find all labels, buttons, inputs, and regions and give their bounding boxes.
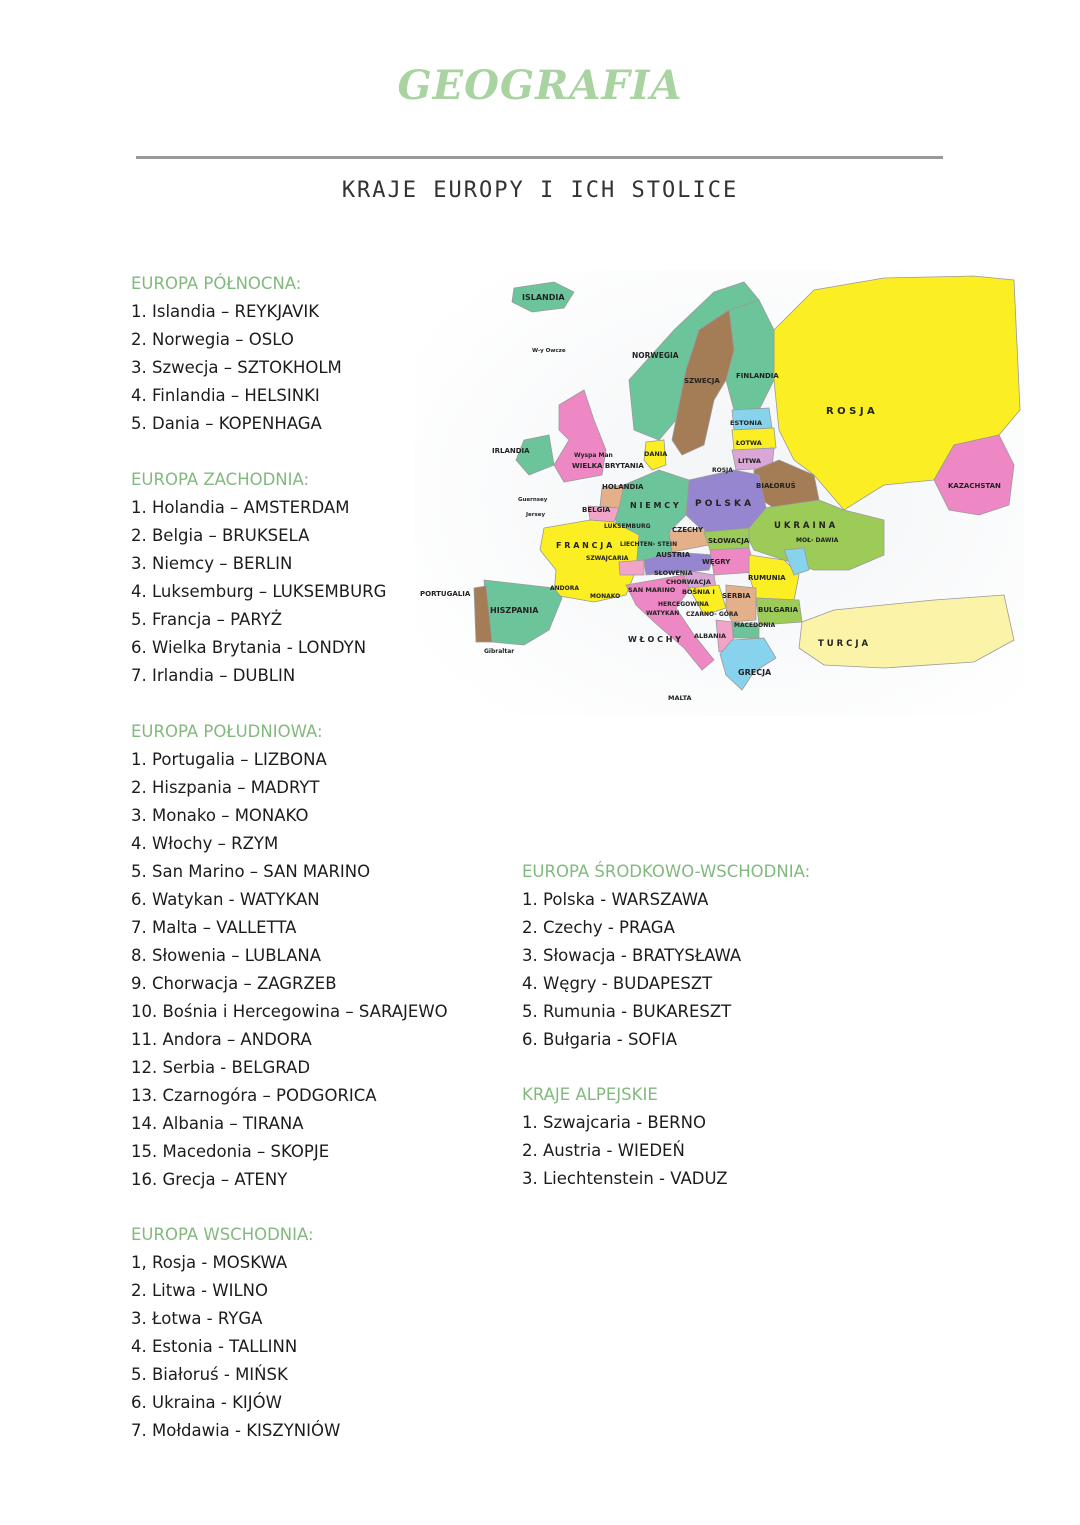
map-label: SŁOWENIA bbox=[654, 569, 693, 577]
map-label: AUSTRIA bbox=[656, 551, 691, 559]
list-item: 16. Grecja – ATENY bbox=[131, 1170, 288, 1189]
list-item: 1. Islandia – REYKJAVIK bbox=[131, 302, 320, 321]
map-label: LUKSEMBURG bbox=[604, 523, 651, 530]
map-label: SERBIA bbox=[722, 592, 751, 600]
map-label: KAZACHSTAN bbox=[948, 482, 1001, 490]
map-label: SAN MARINO bbox=[628, 586, 676, 594]
section-east-europe bbox=[131, 1221, 340, 1445]
list-item: 3. Monako – MONAKO bbox=[131, 806, 309, 825]
section-alpine-countries bbox=[522, 1081, 728, 1193]
map-label: ROSJA bbox=[712, 467, 733, 474]
europe-map bbox=[414, 270, 1024, 716]
list-item: 2. Belgia – BRUKSELA bbox=[131, 526, 310, 545]
list-item: 6. Ukraina - KIJÓW bbox=[131, 1393, 282, 1412]
map-label: R O S J A bbox=[826, 406, 875, 417]
map-label: Guernsey bbox=[518, 497, 548, 503]
list-item: 1. Polska - WARSZAWA bbox=[522, 890, 709, 909]
map-label: BULGARIA bbox=[758, 606, 799, 614]
list-item: 2. Hiszpania – MADRYT bbox=[131, 778, 320, 797]
map-label: WATYKAN bbox=[646, 610, 680, 617]
list-item: 2. Czechy - PRAGA bbox=[522, 918, 675, 937]
map-label: P O L S K A bbox=[695, 499, 752, 509]
list-item: 3. Słowacja - BRATYSŁAWA bbox=[522, 946, 742, 965]
map-label: ISLANDIA bbox=[522, 293, 565, 302]
map-label: CZECHY bbox=[672, 526, 704, 534]
list-item: 3. Liechtenstein - VADUZ bbox=[522, 1169, 728, 1188]
map-label: SZWECJA bbox=[684, 377, 720, 385]
country-list bbox=[131, 1249, 340, 1445]
europe-map-graphic bbox=[414, 270, 1024, 716]
map-label: WIELKA BRYTANIA bbox=[572, 462, 644, 470]
map-label: WĘGRY bbox=[702, 558, 731, 566]
map-label: HERCEGOWINA bbox=[658, 601, 709, 608]
map-label: ANDORA bbox=[550, 585, 580, 592]
map-label: ŁOTWA bbox=[736, 439, 762, 447]
list-item: 3. Łotwa - RYGA bbox=[131, 1309, 263, 1328]
list-item: 2. Austria - WIEDEŃ bbox=[522, 1141, 685, 1160]
list-item: 5. Białoruś - MIŃSK bbox=[131, 1365, 288, 1384]
section-north-europe bbox=[131, 270, 342, 438]
map-label: PORTUGALIA bbox=[420, 590, 471, 598]
map-label: W Ł O C H Y bbox=[628, 635, 682, 644]
map-label: ALBANIA bbox=[694, 632, 727, 640]
section-heading: KRAJE ALPEJSKIE bbox=[522, 1085, 658, 1104]
page-title: GEOGRAFIA bbox=[397, 62, 683, 109]
list-item: 1. Holandia – AMSTERDAM bbox=[131, 498, 350, 517]
list-item: 5. Francja – PARYŻ bbox=[131, 610, 283, 629]
map-label: BIAŁORUŚ bbox=[756, 482, 796, 490]
list-item: 10. Bośnia i Hercegowina – SARAJEWO bbox=[131, 1002, 448, 1021]
list-item: 4. Finlandia – HELSINKI bbox=[131, 386, 320, 405]
map-label: MOŁ- DAWIA bbox=[796, 537, 839, 544]
map-label: Gibraltar bbox=[484, 648, 515, 655]
map-label: MACEDONIA bbox=[734, 622, 776, 629]
list-item: 4. Luksemburg – LUKSEMBURG bbox=[131, 582, 387, 601]
map-label: MALTA bbox=[668, 694, 692, 702]
map-region-szwajcaria bbox=[619, 560, 644, 575]
list-item: 4. Włochy – RZYM bbox=[131, 834, 279, 853]
map-label: BELGIA bbox=[582, 506, 611, 514]
map-label: SŁOWACJA bbox=[708, 537, 750, 545]
map-label: CHORWACJA bbox=[666, 578, 711, 586]
map-label: U K R A I N A bbox=[774, 521, 836, 531]
section-central-east-europe bbox=[522, 858, 810, 1054]
list-item: 7. Mołdawia - KISZYNIÓW bbox=[131, 1421, 341, 1440]
list-item: 1, Rosja - MOSKWA bbox=[131, 1253, 288, 1272]
list-item: 1. Portugalia – LIZBONA bbox=[131, 750, 327, 769]
list-item: 9. Chorwacja – ZAGRZEB bbox=[131, 974, 337, 993]
country-list bbox=[131, 494, 386, 690]
map-label: MONAKO bbox=[590, 593, 621, 600]
list-item: 5. San Marino – SAN MARINO bbox=[131, 862, 371, 881]
country-list bbox=[522, 886, 810, 1054]
section-heading: EUROPA ZACHODNIA: bbox=[131, 470, 310, 489]
list-item: 3. Niemcy – BERLIN bbox=[131, 554, 293, 573]
map-label: HOLANDIA bbox=[602, 483, 644, 491]
list-item: 5. Rumunia - BUKARESZT bbox=[522, 1002, 732, 1021]
map-label: HISZPANIA bbox=[490, 606, 539, 615]
list-item: 5. Dania – KOPENHAGA bbox=[131, 414, 322, 433]
list-item: 4. Estonia - TALLINN bbox=[131, 1337, 298, 1356]
list-item: 11. Andora – ANDORA bbox=[131, 1030, 312, 1049]
map-label: T U R C J A bbox=[818, 639, 869, 649]
list-item: 7. Irlandia – DUBLIN bbox=[131, 666, 296, 685]
map-label: SZWAJCARIA bbox=[586, 555, 629, 562]
list-item: 14. Albania – TIRANA bbox=[131, 1114, 304, 1133]
title-divider bbox=[136, 156, 943, 159]
section-west-europe bbox=[131, 466, 386, 690]
list-item: 2. Norwegia – OSLO bbox=[131, 330, 294, 349]
map-label: Jersey bbox=[526, 512, 546, 518]
country-list bbox=[131, 298, 342, 438]
map-label: F R A N C J A bbox=[556, 541, 613, 550]
map-label: W-y Owcze bbox=[532, 348, 566, 354]
list-item: 7. Malta – VALLETTA bbox=[131, 918, 297, 937]
map-label: NORWEGIA bbox=[632, 351, 679, 360]
section-heading: EUROPA WSCHODNIA: bbox=[131, 1225, 314, 1244]
list-item: 6. Watykan - WATYKAN bbox=[131, 890, 320, 909]
list-item: 6. Bułgaria - SOFIA bbox=[522, 1030, 678, 1049]
map-label: RUMUNIA bbox=[748, 574, 786, 582]
section-heading: EUROPA ŚRODKOWO-WSCHODNIA: bbox=[522, 862, 811, 881]
map-label: Wyspa Man bbox=[574, 452, 613, 459]
page-subtitle: KRAJE EUROPY I ICH STOLICE bbox=[341, 178, 739, 203]
map-label: FINLANDIA bbox=[736, 372, 779, 380]
list-item: 12. Serbia - BELGRAD bbox=[131, 1058, 311, 1077]
list-item: 3. Szwecja – SZTOKHOLM bbox=[131, 358, 342, 377]
country-list bbox=[131, 746, 448, 1194]
map-label: BOŚNIA I bbox=[682, 588, 715, 596]
section-heading: EUROPA POŁUDNIOWA: bbox=[131, 722, 323, 741]
section-south-europe bbox=[131, 718, 448, 1194]
list-item: 4. Węgry - BUDAPESZT bbox=[522, 974, 713, 993]
map-label: LITWA bbox=[738, 457, 761, 465]
list-item: 1. Szwajcaria - BERNO bbox=[522, 1113, 706, 1132]
map-label: IRLANDIA bbox=[492, 447, 530, 455]
list-item: 15. Macedonia – SKOPJE bbox=[131, 1142, 330, 1161]
list-item: 13. Czarnogóra – PODGORICA bbox=[131, 1086, 377, 1105]
list-item: 8. Słowenia – LUBLANA bbox=[131, 946, 322, 965]
map-label: ESTONIA bbox=[730, 419, 762, 427]
country-list bbox=[522, 1109, 728, 1193]
map-label: LIECHTEN- STEIN bbox=[620, 541, 678, 548]
list-item: 2. Litwa - WILNO bbox=[131, 1281, 268, 1300]
map-label: N I E M C Y bbox=[630, 501, 679, 510]
section-heading: EUROPA PÓŁNOCNA: bbox=[131, 274, 302, 293]
list-item: 6. Wielka Brytania - LONDYN bbox=[131, 638, 367, 657]
map-label: GRECJA bbox=[738, 668, 772, 677]
map-label: DANIA bbox=[644, 450, 668, 458]
map-label: CZARNO- GÓRA bbox=[686, 611, 739, 618]
map-region-finlandia bbox=[726, 300, 774, 410]
